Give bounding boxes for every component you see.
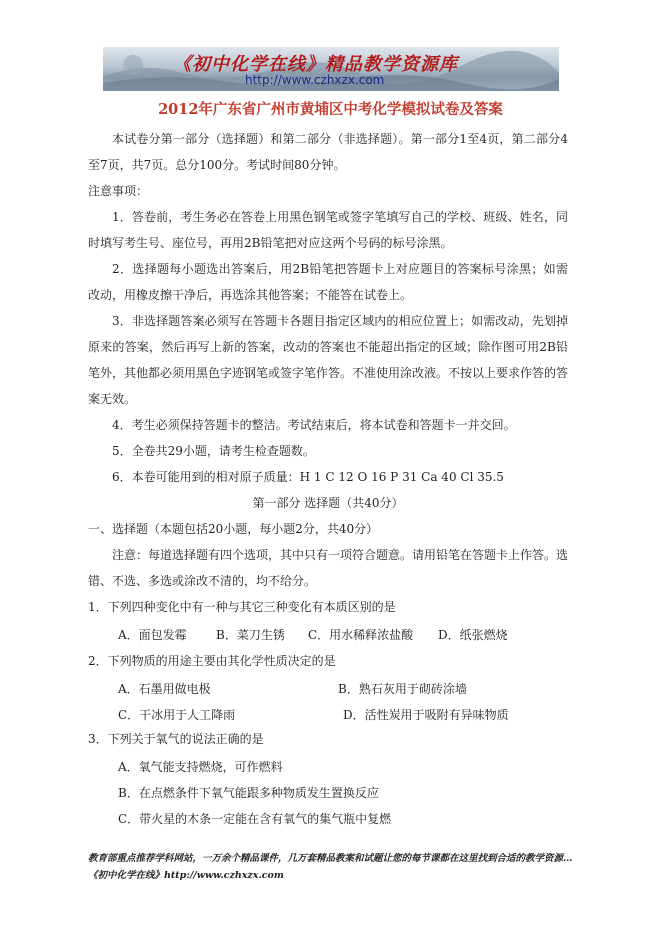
q2-option-b: B．熟石灰用于砌砖涂墙 bbox=[338, 682, 467, 696]
q3-option-a: A．氧气能支持燃烧，可作燃料 bbox=[118, 760, 283, 774]
notice-item: 2．选择题每小题选出答案后，用2B铅笔把答题卡上对应题目的答案标号涂黑；如需改动，用橡皮擦干净后，再选涂其他答案；不能答在试卷上。 bbox=[88, 262, 568, 302]
banner-url[interactable]: http://www.czhxzx.com bbox=[245, 73, 385, 87]
q3-option-b: B．在点燃条件下氧气能跟多种物质发生置换反应 bbox=[118, 786, 379, 800]
notice-heading: 注意事项： bbox=[88, 184, 149, 198]
intro-paragraph: 本试卷分第一部分（选择题）和第二部分（非选择题）。第一部分1至4页，第二部分4至7页，共7页。总分100分。考试时间80分钟。 bbox=[88, 132, 568, 172]
notice-item: 6．本卷可能用到的相对原子质量：H 1 C 12 O 16 P 31 Ca 40 Cl 35.5 bbox=[112, 470, 504, 484]
q2-option-d: D．活性炭用于吸附有异味物质 bbox=[343, 708, 509, 722]
section-note: 注意：每道选择题有四个选项，其中只有一项符合题意。请用铅笔在答题卡上作答。选错、不选、多选或涂改不清的，均不给分。 bbox=[88, 548, 569, 588]
notice-item: 5．全卷共29小题，请考生检查题数。 bbox=[112, 444, 315, 458]
question-stem: 2．下列物质的用途主要由其化学性质决定的是 bbox=[88, 654, 336, 668]
notice-item: 4．考生必须保持答题卡的整洁。考试结束后，将本试卷和答题卡一并交回。 bbox=[112, 418, 516, 432]
q2-option-a: A．石墨用做电极 bbox=[118, 682, 211, 696]
notice-item: 3．非选择题答案必须写在答题卡各题目指定区域内的相应位置上；如需改动，先划掉原来的答案，然后再写上新的答案，改动的答案也不能超出指定的区域；除作图可用2B铅笔外，其他都必须用黑色字迹钢笔或签字笔作答。不准使用涂改液。不按以上要求作答的答案无效。 bbox=[88, 314, 569, 406]
question-stem: 1．下列四种变化中有一种与其它三种变化有本质区别的是 bbox=[88, 600, 396, 614]
q2-option-c: C．干冰用于人工降雨 bbox=[118, 708, 236, 722]
question-stem: 3．下列关于氧气的说法正确的是 bbox=[88, 732, 264, 746]
banner-title: 《初中化学在线》精品教学资源库 bbox=[173, 54, 458, 75]
part1-heading: 第一部分 选择题（共40分） bbox=[252, 496, 404, 510]
q1-option-d: D．纸张燃烧 bbox=[438, 628, 508, 642]
q1-option-a: A．面包发霉 bbox=[118, 628, 187, 642]
q1-option-c: C．用水稀释浓盐酸 bbox=[308, 628, 414, 642]
header-banner bbox=[103, 47, 559, 91]
q1-option-b: B．菜刀生锈 bbox=[216, 628, 285, 642]
document-title: 2012年广东省广州市黄埔区中考化学模拟试卷及答案 bbox=[158, 101, 503, 118]
notice-item: 1．答卷前，考生务必在答卷上用黑色钢笔或签字笔填写自己的学校、班级、姓名，同时填写考生号、座位号，再用2B铅笔把对应这两个号码的标号涂黑。 bbox=[88, 210, 568, 250]
q3-option-c: C．带火星的木条一定能在含有氧气的集气瓶中复燃 bbox=[118, 812, 392, 826]
page-footer: 教育部重点推荐学科网站，一万余个精品课件，几万套精品教案和试题让您的每节课都在这里找到合适的教学资源…《初中化学在线》http://www.czhxzx.com bbox=[88, 853, 573, 881]
section-heading: 一、选择题（本题包括20小题，每小题2分，共40分） bbox=[88, 522, 379, 536]
